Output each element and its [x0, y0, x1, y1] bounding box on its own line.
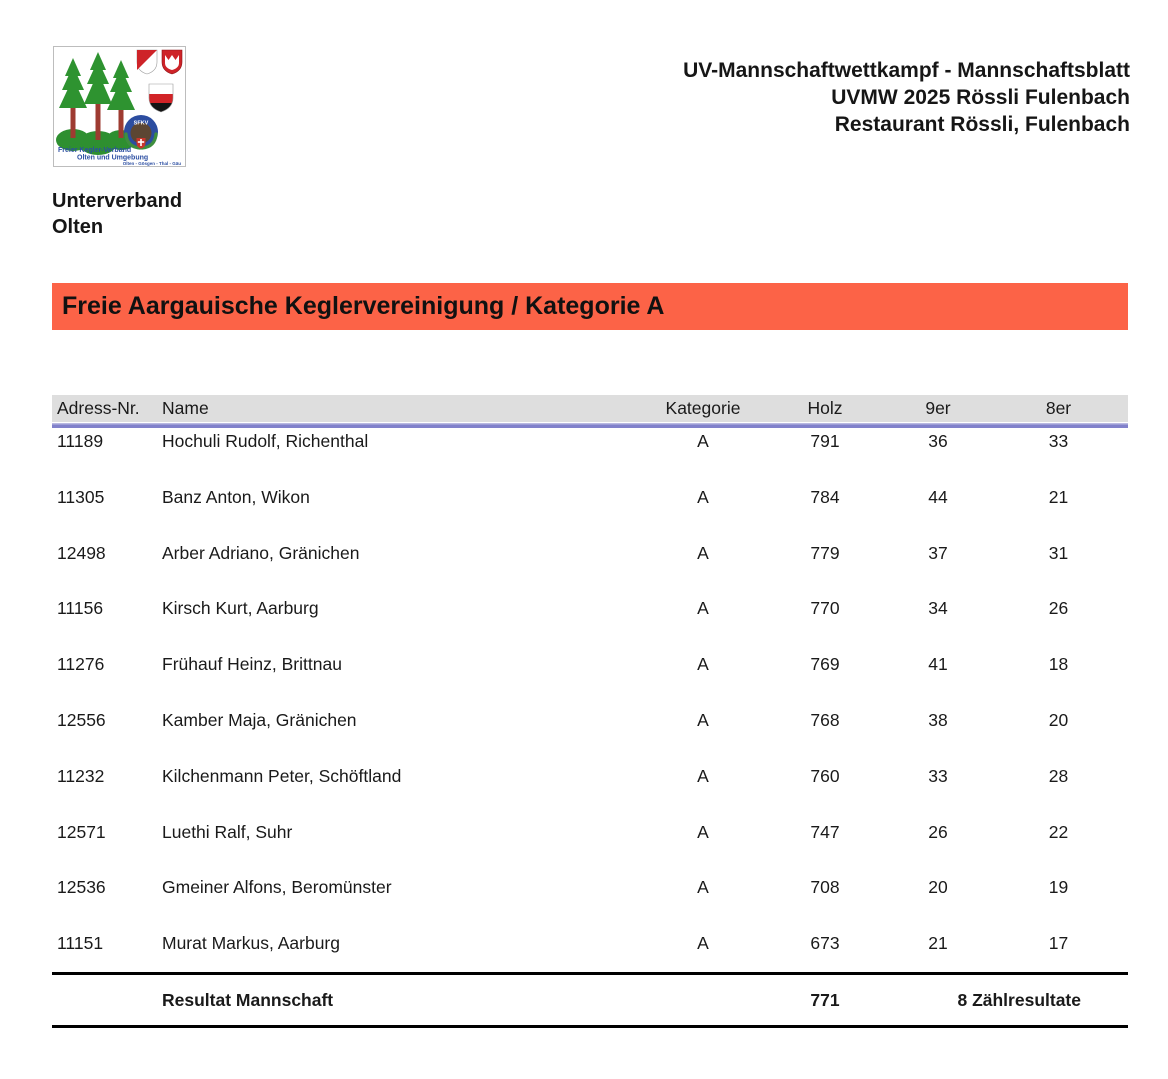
cell-8er: 31 — [1048, 542, 1069, 563]
cell-holz: 791 — [810, 431, 840, 451]
cell-kategorie: A — [697, 654, 709, 675]
column-header-name: Name — [162, 398, 209, 418]
column-header-9er: 9er — [925, 398, 951, 418]
summary-holz-value: 771 — [810, 989, 840, 1010]
olten-shield-icon — [137, 50, 157, 74]
logo-caption-line2: Olten und Umgebung — [77, 154, 149, 162]
cell-kategorie: A — [697, 765, 709, 786]
cell-8er: 17 — [1048, 933, 1069, 954]
cell-8er: 19 — [1048, 877, 1069, 898]
doc-event: UVMW 2025 Rössli Fulenbach — [831, 86, 1130, 109]
cell-kategorie: A — [697, 598, 709, 619]
cell-kategorie: A — [697, 877, 709, 898]
cell-8er: 28 — [1048, 765, 1069, 786]
cell-holz: 770 — [810, 598, 840, 619]
cell-9er: 36 — [928, 431, 948, 451]
table-row — [52, 484, 1128, 540]
table-row — [52, 651, 1128, 707]
cell-kategorie: A — [697, 431, 709, 451]
eagle-shield-icon — [162, 50, 182, 74]
cell-adress-nr: 12556 — [57, 709, 106, 730]
cell-holz: 760 — [810, 765, 840, 786]
cell-adress-nr: 11189 — [57, 431, 104, 451]
cell-9er: 21 — [928, 933, 948, 954]
cell-adress-nr: 12571 — [57, 821, 106, 842]
cell-kategorie: A — [697, 709, 709, 730]
cell-9er: 34 — [928, 598, 948, 619]
cell-holz: 768 — [810, 709, 840, 730]
cell-9er: 26 — [928, 821, 948, 842]
results-table — [52, 395, 1128, 986]
column-header-kategorie: Kategorie — [665, 398, 741, 418]
cell-adress-nr: 11232 — [57, 765, 105, 786]
cell-adress-nr: 11276 — [57, 654, 105, 675]
cell-name: Gmeiner Alfons, Beromünster — [162, 877, 392, 898]
document-header — [683, 57, 1130, 138]
category-banner-title: Freie Aargauische Keglervereinigung / Kategorie A — [62, 292, 665, 320]
summary-count-note: 8 Zählresultate — [957, 989, 1081, 1010]
cell-kategorie: A — [697, 933, 709, 954]
column-header-holz: Holz — [807, 398, 843, 418]
cell-8er: 20 — [1048, 709, 1069, 730]
doc-venue: Restaurant Rössli, Fulenbach — [834, 113, 1130, 136]
table-row — [52, 874, 1128, 930]
table-row — [52, 707, 1128, 763]
column-header-adress-nr: Adress-Nr. — [57, 398, 140, 418]
cell-9er: 38 — [928, 709, 948, 730]
cell-kategorie: A — [697, 486, 709, 507]
cell-holz: 784 — [810, 486, 840, 507]
cell-kategorie: A — [697, 542, 709, 563]
verband-logo — [53, 46, 186, 167]
cell-holz: 779 — [810, 542, 840, 563]
column-header-8er: 8er — [1045, 398, 1072, 418]
cell-adress-nr: 12536 — [57, 877, 106, 898]
cell-name: Kamber Maja, Gränichen — [162, 709, 357, 730]
cell-holz: 769 — [810, 654, 840, 675]
cell-name: Murat Markus, Aarburg — [162, 933, 340, 954]
unterverband-label: Unterverband — [52, 190, 183, 212]
cell-9er: 20 — [928, 877, 948, 898]
logo-caption-line1: Freier Kegler-Verband — [58, 147, 132, 154]
cell-8er: 18 — [1048, 654, 1069, 675]
cell-8er: 21 — [1048, 486, 1069, 507]
sfkv-badge-text: SFKV — [133, 120, 149, 127]
table-body — [52, 428, 1128, 986]
table-row — [52, 540, 1128, 596]
category-banner — [52, 283, 1128, 330]
unterverband-block — [52, 188, 182, 240]
summary-label: Resultat Mannschaft — [162, 989, 334, 1010]
cell-adress-nr: 11156 — [57, 598, 104, 619]
cell-adress-nr: 11151 — [57, 933, 104, 954]
cell-name: Frühauf Heinz, Brittnau — [162, 654, 342, 675]
logo-caption-line3: Olten - Gösgen - Thal - Gäu — [122, 161, 181, 166]
table-header-row — [52, 395, 1128, 422]
doc-title: UV-Mannschaftwettkampf - Mannschaftsblatt — [683, 59, 1130, 82]
cell-holz: 747 — [810, 821, 840, 842]
summary-row — [52, 972, 1128, 1028]
cell-holz: 708 — [810, 877, 840, 898]
cell-8er: 22 — [1048, 821, 1069, 842]
cell-name: Kirsch Kurt, Aarburg — [162, 598, 319, 619]
cell-holz: 673 — [810, 933, 840, 954]
cell-8er: 33 — [1048, 431, 1069, 451]
cell-8er: 26 — [1048, 598, 1069, 619]
cell-name: Hochuli Rudolf, Richenthal — [162, 431, 369, 451]
table-row — [52, 595, 1128, 651]
cell-9er: 33 — [928, 765, 948, 786]
cell-adress-nr: 11305 — [57, 486, 105, 507]
verband-logo-graphic — [53, 46, 186, 167]
cell-adress-nr: 12498 — [57, 542, 106, 563]
cell-name: Arber Adriano, Gränichen — [162, 542, 360, 563]
cell-kategorie: A — [697, 821, 709, 842]
cell-9er: 44 — [928, 486, 948, 507]
cell-name: Banz Anton, Wikon — [162, 486, 310, 507]
cell-name: Luethi Ralf, Suhr — [162, 821, 293, 842]
table-row — [52, 763, 1128, 819]
cell-name: Kilchenmann Peter, Schöftland — [162, 765, 402, 786]
table-row — [52, 819, 1128, 875]
sfkv-badge-icon — [124, 115, 158, 149]
cell-9er: 41 — [928, 654, 948, 675]
cell-9er: 37 — [928, 542, 948, 563]
table-row — [52, 428, 1128, 484]
unterverband-name: Olten — [52, 216, 104, 238]
